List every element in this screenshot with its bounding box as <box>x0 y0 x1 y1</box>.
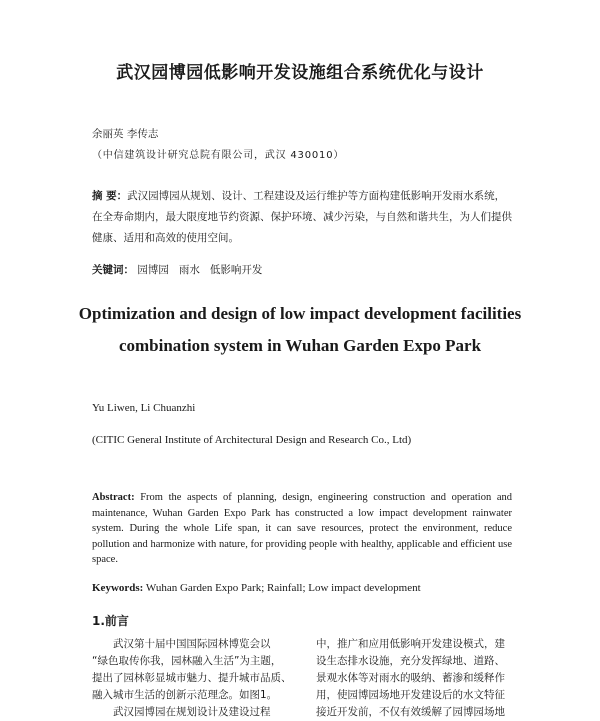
english-abstract <box>92 490 512 568</box>
english-title-line-2: combination system in Wuhan Garden Expo Park <box>118 336 482 355</box>
body-line: 融入城市生活的创新示范理念。如图1。 <box>92 689 278 701</box>
body-line: 中，推广和应用低影响开发建设模式，建 <box>316 638 505 650</box>
english-affiliation: (CITIC General Institute of Architectural Design and Research Co., Ltd) <box>92 434 412 446</box>
chinese-keyword-2: 雨水 <box>178 264 200 276</box>
english-keywords <box>92 582 421 594</box>
chinese-keywords <box>92 262 262 277</box>
chinese-title: 武汉园博园低影响开发设施组合系统优化与设计 <box>116 63 484 83</box>
english-authors: Yu Liwen, Li Chuanzhi <box>92 402 196 414</box>
chinese-keyword-3: 低影响开发 <box>209 264 263 276</box>
chinese-abstract-line-2: 在全寿命期内，最大限度地节约资源、保护环境、减少污染，与自然和谐共生，为人们提供 <box>92 211 512 223</box>
chinese-abstract-label: 摘 要： <box>92 190 128 202</box>
chinese-authors: 余丽英 李传志 <box>92 128 159 140</box>
chinese-abstract <box>92 186 512 249</box>
body-line: 提出了园林彰显城市魅力、提升城市品质、 <box>92 672 292 684</box>
body-column-left <box>92 636 292 721</box>
english-keywords-label: Keywords: <box>92 582 144 594</box>
english-keywords-text: Wuhan Garden Expo Park; Rainfall; Low impact development <box>145 582 421 594</box>
chinese-keyword-1: 园博园 <box>137 264 169 276</box>
body-line: “绿色取传你我，园林融入生活”为主题， <box>92 655 282 667</box>
chinese-affiliation: （中信建筑设计研究总院有限公司，武汉 430010） <box>92 150 345 161</box>
body-line: 武汉园博园在规划设计及建设过程 <box>113 706 271 718</box>
english-abstract-label: Abstract: <box>92 492 135 503</box>
chinese-abstract-line-1: 摘 要：武汉园博园从规划、设计、工程建设及运行维护等方面构建低影响开发雨水系统， <box>92 190 506 202</box>
english-abstract-text: From the aspects of planning, design, engineering construction and operation and maintenance, Wuhan Garden Expo Park has constructed a low impact development rainwater system. During the whole Life span, it can save resources, protect the environment, reduce pollution and harmonize with nature, for providing people with healthy, applicable and efficient use space. <box>92 492 513 565</box>
body-line: 武汉第十届中国国际园林博览会以 <box>113 638 271 650</box>
chinese-keywords-label: 关键词： <box>92 264 134 276</box>
body-line: 设生态排水设施，充分发挥绿地、道路、 <box>316 655 505 667</box>
chinese-abstract-line-3: 健康、适用和高效的使用空间。 <box>92 232 239 244</box>
body-line: 接近开发前，不仅有效缓解了园博园场地 <box>316 706 505 718</box>
body-line: 景观水体等对雨水的吸纳、蓄渗和缓释作 <box>316 672 505 684</box>
english-title <box>60 298 540 362</box>
body-column-right <box>316 636 516 721</box>
english-title-line-1: Optimization and design of low impact development facilities <box>78 304 522 323</box>
section-heading: 1.前言 <box>92 614 129 628</box>
body-line: 用，使园博园场地开发建设后的水文特征 <box>316 689 505 701</box>
